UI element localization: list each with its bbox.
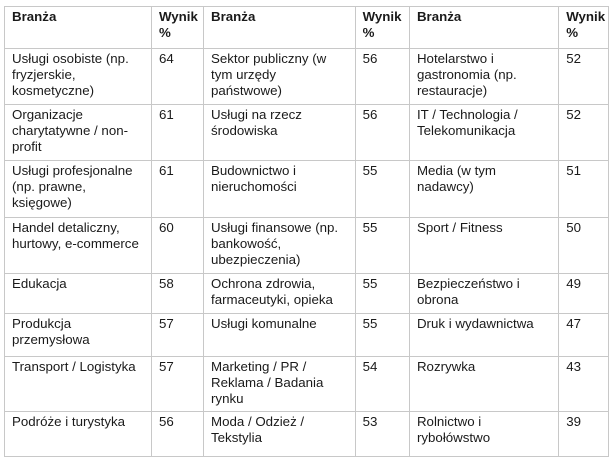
table-row bbox=[5, 218, 609, 274]
industry-cell: Bezpieczeństwo i obrona bbox=[409, 274, 558, 314]
score-cell: 55 bbox=[355, 161, 409, 218]
industry-cell: Usługi osobiste (np. fryzjerskie, kosmetyczne) bbox=[5, 49, 152, 105]
header-wynik-1: Wynik % bbox=[151, 7, 203, 49]
score-cell: 47 bbox=[559, 314, 609, 357]
industry-cell: Hotelarstwo i gastronomia (np. restauracje) bbox=[409, 49, 558, 105]
industry-score-table bbox=[4, 6, 609, 457]
header-wynik-2: Wynik % bbox=[355, 7, 409, 49]
industry-cell: Produkcja przemysłowa bbox=[5, 314, 152, 357]
score-cell: 51 bbox=[559, 161, 609, 218]
header-branza-2: Branża bbox=[204, 7, 356, 49]
table-row bbox=[5, 314, 609, 357]
score-cell: 55 bbox=[355, 274, 409, 314]
industry-cell: Sektor publiczny (w tym urzędy państwowe) bbox=[204, 49, 356, 105]
industry-cell: Usługi komunalne bbox=[204, 314, 356, 357]
score-cell: 53 bbox=[355, 412, 409, 457]
industry-cell: Transport / Logistyka bbox=[5, 357, 152, 412]
header-branza-3: Branża bbox=[409, 7, 558, 49]
industry-cell: Moda / Odzież / Tekstylia bbox=[204, 412, 356, 457]
score-cell: 61 bbox=[151, 161, 203, 218]
score-cell: 52 bbox=[559, 49, 609, 105]
header-branza-1: Branża bbox=[5, 7, 152, 49]
industry-cell: Marketing / PR / Reklama / Badania rynku bbox=[204, 357, 356, 412]
table-row bbox=[5, 412, 609, 457]
score-cell: 58 bbox=[151, 274, 203, 314]
industry-cell: Usługi finansowe (np. bankowość, ubezpieczenia) bbox=[204, 218, 356, 274]
score-cell: 61 bbox=[151, 105, 203, 161]
industry-cell: Media (w tym nadawcy) bbox=[409, 161, 558, 218]
table-row bbox=[5, 105, 609, 161]
industry-cell: Budownictwo i nieruchomości bbox=[204, 161, 356, 218]
industry-cell: Usługi profesjonalne (np. prawne, księgowe) bbox=[5, 161, 152, 218]
score-cell: 57 bbox=[151, 357, 203, 412]
score-cell: 43 bbox=[559, 357, 609, 412]
score-cell: 50 bbox=[559, 218, 609, 274]
score-cell: 56 bbox=[355, 49, 409, 105]
score-cell: 57 bbox=[151, 314, 203, 357]
score-cell: 55 bbox=[355, 218, 409, 274]
industry-cell: Ochrona zdrowia, farmaceutyki, opieka bbox=[204, 274, 356, 314]
table-row bbox=[5, 357, 609, 412]
industry-cell: Sport / Fitness bbox=[409, 218, 558, 274]
score-cell: 54 bbox=[355, 357, 409, 412]
score-cell: 56 bbox=[151, 412, 203, 457]
industry-cell: Rozrywka bbox=[409, 357, 558, 412]
score-cell: 64 bbox=[151, 49, 203, 105]
table-row bbox=[5, 274, 609, 314]
score-cell: 52 bbox=[559, 105, 609, 161]
industry-cell: Usługi na rzecz środowiska bbox=[204, 105, 356, 161]
score-cell: 39 bbox=[559, 412, 609, 457]
score-cell: 60 bbox=[151, 218, 203, 274]
industry-cell: Podróże i turystyka bbox=[5, 412, 152, 457]
industry-cell: Rolnictwo i rybołówstwo bbox=[409, 412, 558, 457]
header-wynik-3: Wynik % bbox=[559, 7, 609, 49]
industry-cell: IT / Technologia / Telekomunikacja bbox=[409, 105, 558, 161]
industry-cell: Organizacje charytatywne / non-profit bbox=[5, 105, 152, 161]
table-row bbox=[5, 49, 609, 105]
industry-cell: Handel detaliczny, hurtowy, e-commerce bbox=[5, 218, 152, 274]
industry-cell: Druk i wydawnictwa bbox=[409, 314, 558, 357]
score-cell: 55 bbox=[355, 314, 409, 357]
industry-cell: Edukacja bbox=[5, 274, 152, 314]
table-row bbox=[5, 161, 609, 218]
score-cell: 49 bbox=[559, 274, 609, 314]
header-row bbox=[5, 7, 609, 49]
score-cell: 56 bbox=[355, 105, 409, 161]
